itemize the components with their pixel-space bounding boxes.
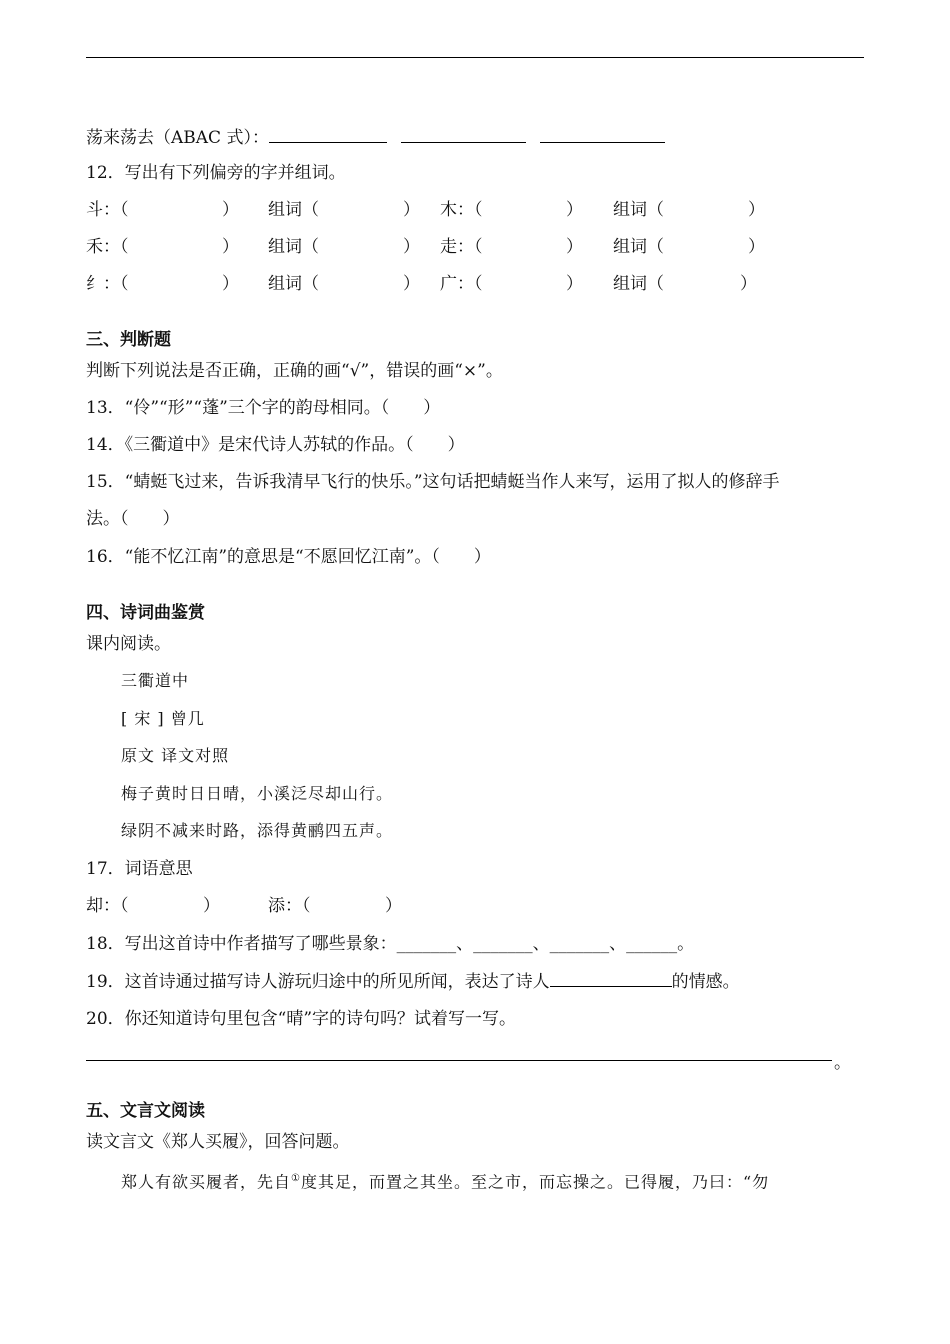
- poem-line: 梅子黄时日日晴，小溪泛尽却山行。: [121, 784, 394, 803]
- section4-instruction: 课内阅读。: [86, 634, 171, 654]
- q11-abac-line: [86, 126, 665, 149]
- answer-blank[interactable]: [550, 970, 672, 987]
- q19-tail: 的情感。: [671, 972, 740, 992]
- q16: 16．“能不忆江南”的意思是“不愿回忆江南”。（ ）: [86, 547, 491, 567]
- word-prompt: 组词（: [268, 274, 319, 294]
- word-prompt: 组词（: [613, 200, 664, 220]
- header-rule: [86, 57, 864, 58]
- word-prompt: 组词（: [613, 274, 664, 294]
- answer-blank[interactable]: [269, 126, 387, 143]
- poem-note: 原文 译文对照: [121, 746, 230, 765]
- section5-instruction: 读文言文《郑人买履》，回答问题。: [86, 1132, 350, 1152]
- radical-prompt: 木：（: [440, 200, 483, 220]
- footnote-marker: ①: [291, 1173, 301, 1184]
- paren-close: ）: [385, 896, 402, 916]
- paren-close: ）: [403, 200, 420, 220]
- paren-close: ）: [403, 274, 420, 294]
- paren-close: ）: [222, 237, 239, 257]
- q17: 17．词语意思: [86, 859, 193, 879]
- q13: 13．“伶”“形”“蓬”三个字的韵母相同。（ ）: [86, 398, 441, 418]
- section5-heading: 五、文言文阅读: [86, 1101, 205, 1121]
- q18: 18．写出这首诗中作者描写了哪些景象：_______、_______、_______、______。: [86, 934, 695, 954]
- poem-author: [ 宋 ] 曾几: [121, 709, 205, 728]
- passage-text: 度其足，而置之其坐。至之市，而忘操之。已得履，乃曰：“勿: [300, 1172, 770, 1192]
- radical-prompt: 纟：（: [86, 274, 129, 294]
- q19-text: 19．这首诗通过描写诗人游玩归途中的所见所闻，表达了诗人: [86, 972, 550, 992]
- section4-heading: 四、诗词曲鉴赏: [86, 603, 205, 623]
- paren-close: ）: [566, 237, 583, 257]
- q17-que-prompt: 却：（: [86, 896, 129, 916]
- paren-close: ）: [566, 200, 583, 220]
- word-prompt: 组词（: [268, 237, 319, 257]
- paren-close: ）: [566, 274, 583, 294]
- paren-close: ）: [222, 200, 239, 220]
- paren-close: ）: [748, 237, 765, 257]
- section3-heading: 三、判断题: [86, 330, 171, 350]
- radical-prompt: 斗：（: [86, 200, 129, 220]
- word-prompt: 组词（: [268, 200, 319, 220]
- section3-instruction: 判断下列说法是否正确，正确的画“√”，错误的画“×”。: [86, 361, 503, 381]
- paren-close: ）: [222, 274, 239, 294]
- q11-abac-label: 荡来荡去（ABAC 式）：: [86, 128, 269, 148]
- q14: 14．《三衢道中》是宋代诗人苏轼的作品。（ ）: [86, 435, 465, 455]
- answer-blank[interactable]: [401, 126, 526, 143]
- radical-prompt: 禾：（: [86, 237, 129, 257]
- radical-prompt: 走：（: [440, 237, 483, 257]
- q17-tian-prompt: 添：（: [268, 896, 311, 916]
- answer-blank[interactable]: [540, 126, 665, 143]
- q15-line2: 法。（ ）: [86, 509, 180, 529]
- paren-close: ）: [403, 237, 420, 257]
- paren-close: ）: [203, 896, 220, 916]
- passage-text: 郑人有欲买履者，先自: [121, 1172, 292, 1192]
- q20-answer-line[interactable]: [86, 1060, 832, 1061]
- q15-line1: 15．“蜻蜓飞过来，告诉我清早飞行的快乐。”这句话把蜻蜓当作人来写，运用了拟人的修辞手: [86, 472, 780, 492]
- q20-period: 。: [834, 1053, 851, 1073]
- paren-close: ）: [740, 274, 757, 294]
- radical-prompt: 广：（: [440, 274, 483, 294]
- passage-line: [121, 1168, 769, 1193]
- poem-title: 三衢道中: [121, 671, 190, 690]
- q12-title: 12．写出有下列偏旁的字并组词。: [86, 163, 346, 183]
- q20: 20．你还知道诗句里包含“晴”字的诗句吗？试着写一写。: [86, 1009, 517, 1029]
- word-prompt: 组词（: [613, 237, 664, 257]
- q19: [86, 970, 740, 993]
- poem-line: 绿阴不减来时路，添得黄鹂四五声。: [121, 821, 394, 840]
- paren-close: ）: [748, 200, 765, 220]
